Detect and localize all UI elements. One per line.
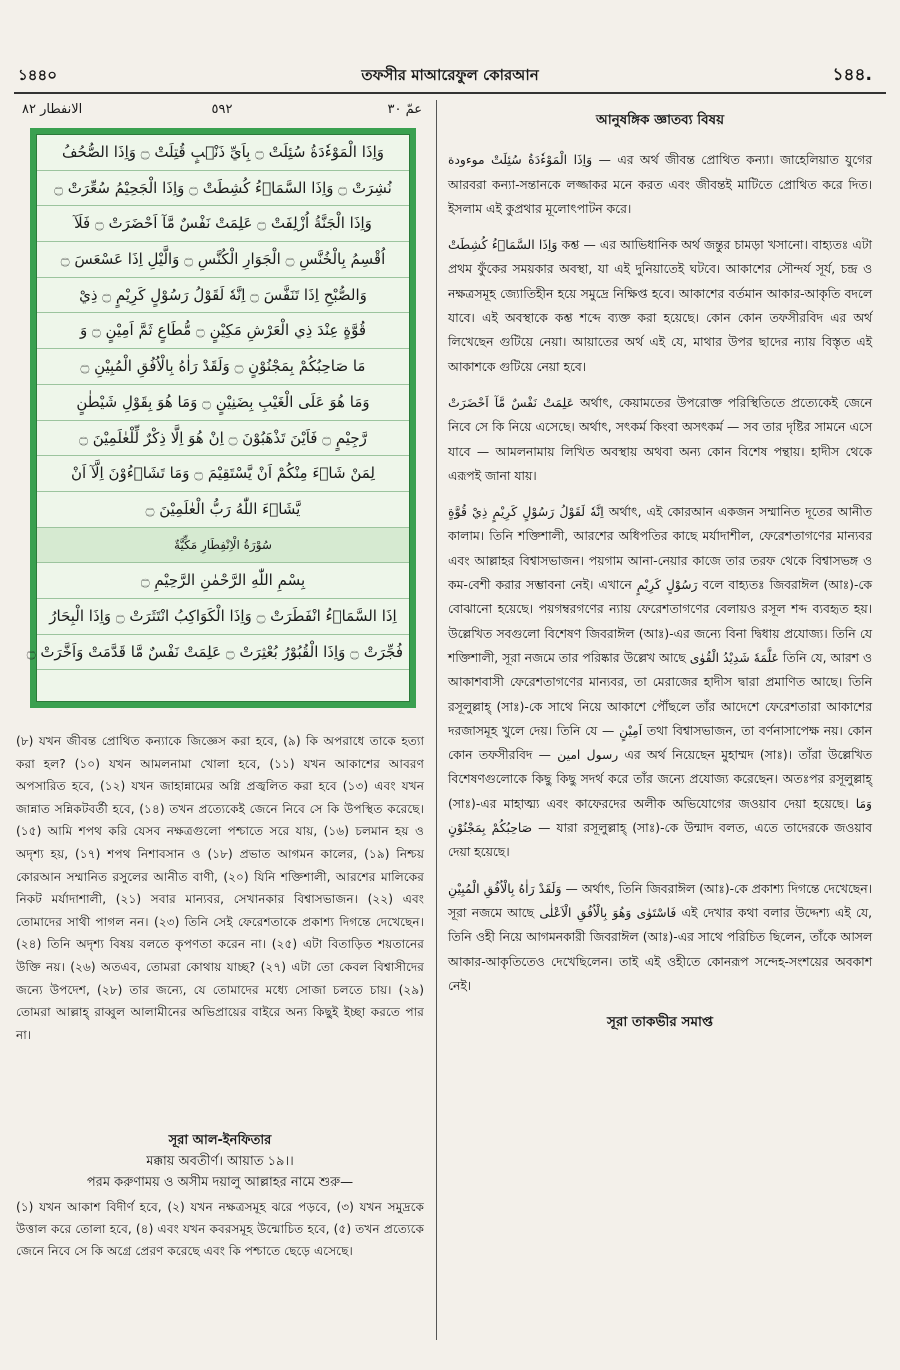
quran-line: وَمَا هُوَ عَلَى الْغَيْبِ بِضَنِيْنٍ ۝ وَمَا هُوَ بِقَوْلِ شَيْطٰنٍ [37,385,409,421]
commentary-para [448,877,872,998]
header-rule [14,92,886,94]
quran-meta-right: عمّ ٣٠ [387,102,422,117]
quran-line: وَاِذَا الْجَنَّةُ اُزْلِفَتْ ۝ عَلِمَتْ نَفْسٌ مَّآ اَحْضَرَتْ ۝ فَلَآ [37,206,409,242]
arabic-quote: وَلَقَدْ رَاٰهُ بِالْاُفُقِ الْمُبِيْنِ [448,880,562,896]
quran-line: يَّشَاۗءَ اللّٰهُ رَبُّ الْعٰلَمِيْنَ ۝ [37,492,409,528]
para-text: — অর্থাৎ, তিনি জিবরাঈল (আঃ)-কে প্রকাশ্য দিগন্তে দেখেছেন। সূরা নজমে আছে فَاسْتَوٰى وَهُوَ بِالْاُفُقِ الْاَعْلٰى এই দেখার কথা বলার উদ্দেশ্য এই যে, তিনি ওহী নিয়ে আগমনকারী জিবরাঈল (আঃ)-এর সাথে পরিচিত ছিলেন, তাঁকে আসল আকার-আকৃতিতেও দেখেছিলেন। তাই এই ওহীতে কোনরূপ সন্দেহ-সংশয়ের অবকাশ নেই। [448,881,873,993]
book-title: তফসীর মাআরেফুল কোরআন [361,66,539,84]
page-number-right: ১৪৪. [832,65,872,85]
surah-info [16,1130,424,1193]
bismillah-translation: পরম করুণাময় ও অসীম দয়ালু আল্লাহর নামে শুরু— [86,1175,354,1190]
quran-line: لِمَنْ شَاۗءَ مِنْكُمْ اَنْ يَّسْتَقِيْمَ ۝ وَمَا تَشَاۗءُوْنَ اِلَّآ اَنْ [37,456,409,492]
commentary-para [448,233,872,379]
arabic-quote: وَاِذَا السَّمَاۗءُ كُشِطَتْ [448,237,558,253]
bismillah-line: بِسْمِ اللّٰهِ الرَّحْمٰنِ الرَّحِيْمِ ۝ [37,563,409,599]
surah-banner: سُوْرَةُ الْاِنْفِطَارِ مَكِّيَّةٌ [37,528,409,564]
quran-line: فُجِّرَتْ ۝ وَاِذَا الْقُبُوْرُ بُعْثِرَتْ ۝ عَلِمَتْ نَفْسٌ مَّا قَدَّمَتْ وَاَخَّرَتْ ۝ [37,635,409,671]
column-divider [436,100,437,1340]
quran-text-box [26,134,410,702]
quran-line: وَالصُّبْحِ اِذَا تَنَفَّسَ ۝ اِنَّهٗ لَقَوْلُ رَسُوْلٍ كَرِيْمٍ ۝ ذِيْ [37,278,409,314]
commentary-para [448,391,872,488]
quran-frame [26,128,416,708]
arabic-quote: اِنَّهٗ لَقَوْلُ رَسُوْلٍ كَرِيْمٍ ذِيْ قُوَّةٍ [448,504,604,520]
bengali-translation: (৮) যখন জীবন্ত প্রোথিত কন্যাকে জিজ্ঞেস করা হবে, (৯) কি অপরাধে তাকে হত্যা করা হল? (১০) যখন আমলনামা খোলা হবে, (১১) যখন আকাশের আবরণ অপসারিত হবে, (১২) যখন জাহান্নামের অগ্নি প্রজ্বলিত করা হবে (১৩) এবং যখন জান্নাত সন্নিকটবর্তী হবে, (১৪) তখন প্রত্যেকেই জেনে নিবে সে কি উপস্থিত করেছে। (১৫) আমি শপথ করি যেসব নক্ষত্রগুলো পশ্চাতে সরে যায়, (১৬) চলমান হয় ও অদৃশ্য হয়, (১৭) শপথ নিশাবসান ও (১৮) প্রভাত আগমন কালের, (১৯) নিশ্চয় কোরআন সম্মানিত রসুলের আনীত বাণী, (২০) যিনি শক্তিশালী, আরশের মালিকের নিকট মর্যাদাশালী, (২১) সবার মান্যবর, সেখানকার বিশ্বাসভাজন। (২২) এবং তোমাদের সাথী পাগল নন। (২৩) তিনি সেই ফেরেশতাকে প্রকাশ্য দিগন্তে দেখেছেন। (২৪) তিনি অদৃশ্য বিষয় বলতে কৃপণতা করেন না। (২৫) এটা বিতাড়িত শয়তানের উক্তি নয়। (২৬) অতএব, তোমরা কোথায় যাচ্ছ? (২৭) এটা তো কেবল বিশ্বাসীদের জন্যে উপদেশ, (২৮) তার জন্যে, যে তোমাদের মধ্যে সোজা চলতে চায়। (২৯) তোমরা আল্লাহ্ রাব্বুল আলামীনের অভিপ্রায়ের বাইরে অন্য কিছুই ইচ্ছা করতে পার না। [16,734,424,1042]
quran-line: وَاِذَا الْمَوْءٗدَةُ سُئِلَتْ ۝ بِاَيِّ ذَنْۢبٍ قُتِلَتْ ۝ وَاِذَا الصُّحُفُ [37,135,409,171]
commentary-para [448,500,872,864]
para-text: অর্থাৎ, এই কোরআন একজন সম্মানিত দূতের আনীত কালাম। তিনি শক্তিশালী, আরশের অধিপতির কাছে মর্যাদাশীল, ফেরেশতাগণের মান্যবর এবং আল্লাহর বিশ্বাসভাজন। পয়গাম আনা-নেয়ার কাজে তার তরফ থেকে বিশ্বাসভঙ্গ ও কম-বেশী করার সম্ভাবনা নেই। এখানে رَسُوْلٍ كَرِيْمٍ বলে বাহ্যতঃ জিবরাঈল (আঃ)-কে বোঝানো হয়েছে। পয়গম্বরগণের ন্যায় ফেরেশতাগণের বেলায়ও রসূল শব্দ ব্যবহৃত হয়। উল্লেখিত সবগুলো বিশেষণ জিবরাঈল (আঃ)-এর জন্যে বিনা দ্বিধায় প্রযোজ্য। তিনি যে শক্তিশালী, সূরা নজমে তার পরিষ্কার উল্লেখ আছে عَلَّمَهٗ شَدِيْدُ الْقُوٰى তিনি যে, আরশ ও আকাশবাসী ফেরেশতাগণের মান্যবর, তা মেরাজের হাদীস দ্বারা প্রমাণিত আছে। তিনি রসূলুল্লাহ্ (সাঃ)-কে সাথে নিয়ে আকাশে পৌঁছলে তাঁর আদেশে ফেরেশতারা আকাশের দরজাসমূহ খুলে দেয়। তিনি যে — اَمِيْنٍ তথা বিশ্বাসভাজন, তা বর্ণনাসাপেক্ষ নয়। কোন কোন তফসীরবিদ — رسول امين এর অর্থ নিয়েছেন মুহাম্মদ (সাঃ)। তাঁরা উল্লেখিত বিশেষণগুলোকে কিছু কিছু সদর্থ করে তাঁর জন্যে প্রযোজ্য করেছেন। অতঃপর রসূলুল্লাহ্ (সাঃ)-এর মাহাত্ম্য এবং কাফেরদের অলীক অভিযোগের জওয়াব দেয়া হয়েছে। وَمَا صَاحِبُكُمْ بِمَجْنُوْنٍ — যারা রসূলুল্লাহ্ (সাঃ)-কে উন্মাদ বলত, এতে তাদেরকে জওয়াব দেয়া হয়েছে। [448,505,873,860]
para-text: موءودة — এর অর্থ জীবন্ত প্রোথিত কন্যা। জাহেলিয়াত যুগের আরবরা কন্যা-সন্তানকে লজ্জাকর মনে করত এবং জীবন্তই মাটিতে প্রোথিত করে দিত। ইসলাম এই কুপ্রথার মূলোৎপাটন করে। [448,153,872,216]
surah-revelation: মক্কায় অবতীর্ণ। আয়াত ১৯।। [146,1154,294,1169]
para-text: অর্থাৎ, কেয়ামতের উপরোক্ত পরিস্থিতিতে প্রত্যেকেই জেনে নিবে সে কি নিয়ে এসেছে। অর্থাৎ, সৎকর্ম কিংবা অসৎকর্ম — সব তার দৃষ্টির সামনে এসে যাবে — আমলনামায় লিখিত অবস্থায় অথবা অন্য কোন বিশেষ পন্থায়। হাদীস থেকে এরূপই জানা যায়। [448,395,872,483]
quran-line: رَّجِيْمٍ ۝ فَاَيْنَ تَذْهَبُوْنَ ۝ اِنْ هُوَ اِلَّا ذِكْرٌ لِّلْعٰلَمِيْنَ ۝ [37,421,409,457]
surah-name: সূরা আল-ইনফিতার [168,1133,272,1148]
quran-line: قُوَّةٍ عِنْدَ ذِي الْعَرْشِ مَكِيْنٍ ۝ مُّطَاعٍ ثَمَّ اَمِيْنٍ ۝ وَ [37,313,409,349]
quran-meta-page: ٥٩٢ [211,102,233,117]
running-head [0,62,900,92]
quran-meta-left: الانفطار ٨٢ [22,102,83,117]
end-title: সূরা তাকভীর সমাপ্ত [607,1014,713,1031]
quran-line: نُشِرَتْ ۝ وَاِذَا السَّمَاۗءُ كُشِطَتْ ۝ وَاِذَا الْجَحِيْمُ سُعِّرَتْ ۝ [37,171,409,207]
quran-line: مَا صَاحِبُكُمْ بِمَجْنُوْنٍ ۝ وَلَقَدْ رَاٰهُ بِالْاُفُقِ الْمُبِيْنِ ۝ [37,349,409,385]
quran-meta [22,100,422,124]
bengali-translation-2: (১) যখন আকাশ বিদীর্ণ হবে, (২) যখন নক্ষত্রসমূহ ঝরে পড়বে, (৩) যখন সমুদ্রকে উত্তাল করে তোলা হবে, (৪) এবং যখন কবরসমূহ উন্মোচিত হবে, (৫) তখন প্রত্যেকে জেনে নিবে সে কি অগ্রে প্রেরণ করেছে এবং কি পশ্চাতে ছেড়ে এসেছে। [16,1200,424,1258]
arabic-quote: وَاِذَا الْمَوْءٗدَةُ سُئِلَتْ [491,152,593,168]
section-title: আনুষঙ্গিক জ্ঞাতব্য বিষয় [595,112,725,128]
page-number-left: ১৪৪০ [18,66,57,84]
quran-line: اِذَا السَّمَاۗءُ انْفَطَرَتْ ۝ وَاِذَا الْكَوَاكِبُ انْتَثَرَتْ ۝ وَاِذَا الْبِحَارُ [37,599,409,635]
commentary-column [448,102,872,1034]
quran-line: اُقْسِمُ بِالْخُنَّسِ ۝ الْجَوَارِ الْكُنَّسِ ۝ وَالَّيْلِ اِذَا عَسْعَسَ ۝ [37,242,409,278]
arabic-quote: عَلِمَتْ نَفْسٌ مَّآ اَحْضَرَتْ [448,394,575,410]
commentary-para [448,148,872,221]
para-text: কশ্ত — এর আভিধানিক অর্থ জন্তুর চামড়া খসানো। বাহ্যতঃ এটা প্রথম ফুঁকের সময়কার অবস্থা, যা এই দুনিয়াতেই ঘটবে। আকাশের সৌন্দর্য সূর্য, চন্দ্র ও নক্ষত্রসমূহ জ্যোতিহীন হয়ে সমুদ্রে নিক্ষিপ্ত হবে। আকাশের বর্তমান আকার-আকৃতি বদলে যাবে। এই অবস্থাকে কশ্ত শব্দে ব্যক্ত করা হয়েছে। কোন কোন তফসীরবিদ এর অর্থ লিখেছেন গুটিয়ে নেয়া। আয়াতের অর্থ এই যে, মাথার উপর ছাদের ন্যায় বিস্তৃত এই আকাশকে গুটিয়ে নেয়া হবে। [448,238,872,374]
